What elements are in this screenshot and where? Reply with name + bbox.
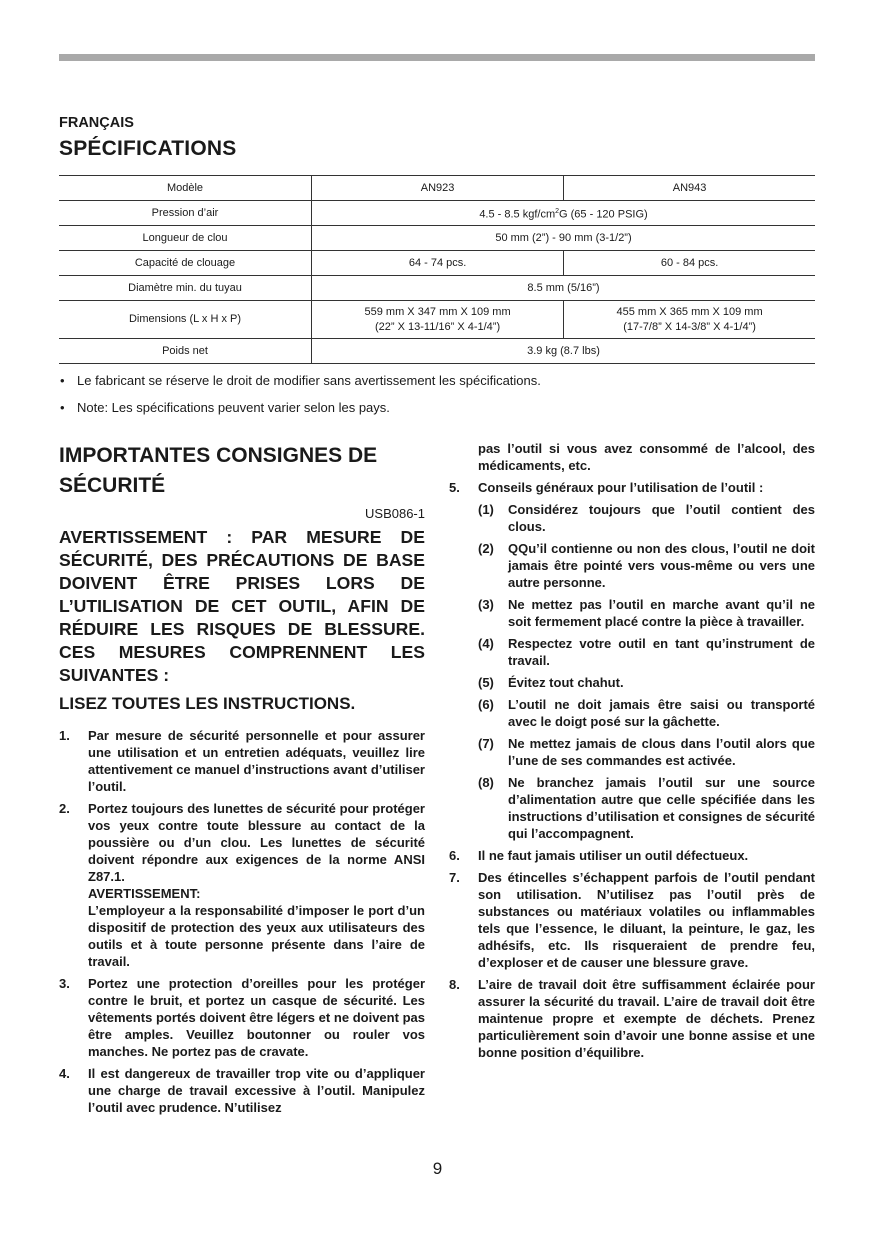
header-rule xyxy=(59,54,815,61)
list-item: 8. L’aire de travail doit être suffisamment éclairée pour assurer la sécurité du travail. L’aire de travail doit être maintenue propre et exempte de déchets. Prenez particulièrement soin d’avoir une bonne assise et une bonne position d’équilibre. xyxy=(449,977,815,1060)
read-all-instructions: LISEZ TOUTES LES INSTRUCTIONS. xyxy=(59,694,356,713)
sub-list-item: (2) QQu’il contienne ou non des clous, l’outil ne doit jamais être pointé vers vous-même ou vers une autre personne. xyxy=(478,541,815,590)
sub-list-item: (7) Ne mettez jamais de clous dans l’outil alors que l’une de ses commandes est activée. xyxy=(478,736,815,768)
sub-list xyxy=(478,501,815,842)
dimensions-an923: 559 mm X 347 mm X 109 mm (22” X 13-11/16” X 4-1/4”) xyxy=(312,301,564,339)
net-weight-value: 3.9 kg (8.7 lbs) xyxy=(312,339,816,364)
specifications-table xyxy=(59,175,815,364)
table-row xyxy=(59,251,815,276)
safety-list-left xyxy=(59,727,425,1116)
list-item: 2. Portez toujours des lunettes de sécurité pour protéger vos yeux contre toute blessure au contact de la poussière ou d’un clou. Les lunettes de sécurité doivent répondre aux exigences de la norme ANSI Z87.1. AVERTISSEMENT: L’employeur a la responsabilité d’imposer le port d’un dispositif de protection des yeux aux utilisateurs des outils et à toute personne présente dans l’aire de travail. xyxy=(59,801,425,969)
list-item: 6. Il ne faut jamais utiliser un outil défectueux. xyxy=(449,848,749,863)
table-row xyxy=(59,226,815,251)
sub-list-item: (3) Ne mettez pas l’outil en marche avant qu’il ne soit fermement placé contre la pièce à travailler. xyxy=(478,597,815,629)
item-4-continuation: pas l’outil si vous avez consommé de l’alcool, des médicaments, etc. xyxy=(478,441,815,473)
table-row xyxy=(59,201,815,226)
table-row xyxy=(59,301,815,339)
sub-list-item: (4) Respectez votre outil en tant qu’instrument de travail. xyxy=(478,636,815,668)
sub-list-item: (8) Ne branchez jamais l’outil sur une source d’alimentation autre que celle spécifiée dans les instructions d’utilisation et consignes de sécurité qui l’accompagnent. xyxy=(478,775,815,841)
header-cell-an923: AN923 xyxy=(312,176,564,201)
reference-code: USB086-1 xyxy=(365,506,425,521)
safety-list-right xyxy=(449,479,815,1061)
capacity-an923: 64 - 74 pcs. xyxy=(312,251,564,276)
spec-notes xyxy=(59,372,815,426)
nail-length-value: 50 mm (2”) - 90 mm (3-1/2”) xyxy=(312,226,816,251)
hose-diameter-value: 8.5 mm (5/16”) xyxy=(312,276,816,301)
table-row xyxy=(59,339,815,364)
list-item: • Le fabricant se réserve le droit de modifier sans avertissement les spécifications. xyxy=(59,372,815,399)
list-item: 5. Conseils généraux pour l’utilisation de l’outil : (1) Considérez toujours que l’outil contient des clous. (2) QQu’il contienne ou non des clous, l’outil ne doit jamais être pointé vers vous-même ou vers une autre personne. (3) Ne mettez pas l’outil en marche avant qu’il ne soit fermement placé contre la pièce à travailler. (4) Respectez votre outil en tant qu’instrument de travail. (5) Évitez tout chahut. (6) L’outil ne doit jamais être saisi ou transporté avec le doigt posé sur la gâchette. (7) Ne mettez jamais de clous dans l’outil alors que l’une de ses commandes est activée. (8) Ne branchez jamais l’outil sur une source d’alimentation autre que celle spécifiée dans les instructions d’utilisation et consignes de sécurité qui l’accompagnent. xyxy=(449,480,815,841)
right-column xyxy=(449,440,815,1066)
capacity-an943: 60 - 84 pcs. xyxy=(564,251,815,276)
dimensions-an943: 455 mm X 365 mm X 109 mm (17-7/8” X 14-3/8” X 4-1/4”) xyxy=(564,301,815,339)
row-label: Poids net xyxy=(59,339,312,364)
page-title: SPÉCIFICATIONS xyxy=(59,137,237,160)
language-label: FRANÇAIS xyxy=(59,115,134,131)
table-row xyxy=(59,276,815,301)
list-item: • Note: Les spécifications peuvent varier selon les pays. xyxy=(59,399,815,426)
header-cell-model: Modèle xyxy=(59,176,312,201)
row-label: Diamètre min. du tuyau xyxy=(59,276,312,301)
safety-title: IMPORTANTES CONSIGNES DE SÉCURITÉ xyxy=(59,444,378,497)
page-number: 9 xyxy=(432,1159,443,1178)
row-label: Dimensions (L x H x P) xyxy=(59,301,312,339)
header-cell-an943: AN943 xyxy=(564,176,815,201)
list-item: 3. Portez une protection d’oreilles pour les protéger contre le bruit, et portez un casque de sécurité. Les vêtements portés doivent être légers et ne doivent pas être amples. Veuillez boutonner ou rouler vos manches. Ne portez pas de cravate. xyxy=(59,976,425,1059)
sub-list-item: (6) L’outil ne doit jamais être saisi ou transporté avec le doigt posé sur la gâchette. xyxy=(478,697,815,729)
row-label: Longueur de clou xyxy=(59,226,312,251)
list-item: 4. Il est dangereux de travailler trop vite ou d’appliquer une charge de travail excessive à l’outil. Manipulez l’outil avec prudence. N’utilisez xyxy=(59,1066,425,1115)
row-label: Capacité de clouage xyxy=(59,251,312,276)
sub-list-item: (5) Évitez tout chahut. xyxy=(478,675,624,690)
table-row xyxy=(59,176,815,201)
pressure-value: 4.5 - 8.5 kgf/$cm^2G$ (65 - 120 PSIG) xyxy=(312,201,816,226)
sub-list-item: (1) Considérez toujours que l’outil contient des clous. xyxy=(478,502,815,534)
general-warning: AVERTISSEMENT : PAR MESURE DE SÉCURITÉ, DES PRÉCAUTIONS DE BASE DOIVENT ÊTRE PRISES LORS DE L’UTILISATION DE CET OUTIL, AFIN DE RÉDUIRE LES RISQUES DE BLESSURE. CES MESURES COMPRENNENT LES SUIVANTES : xyxy=(59,527,425,685)
row-label: Pression d’air xyxy=(59,201,312,226)
list-item: 1. Par mesure de sécurité personnelle et pour assurer une utilisation et un entretien adéquats, veuillez lire attentivement ce manuel d’instructions avant d’utiliser l’outil. xyxy=(59,728,425,794)
left-column xyxy=(59,440,425,1121)
list-item: 7. Des étincelles s’échappent parfois de l’outil pendant son utilisation. N’utilisez pas l’outil près de substances ou matériaux volatiles ou inflammables tels que l’essence, le diluant, la peinture, le gaz, les adhésifs, etc. Ils risqueraient de prendre feu, d’exploser et de causer une blessure grave. xyxy=(449,870,815,970)
